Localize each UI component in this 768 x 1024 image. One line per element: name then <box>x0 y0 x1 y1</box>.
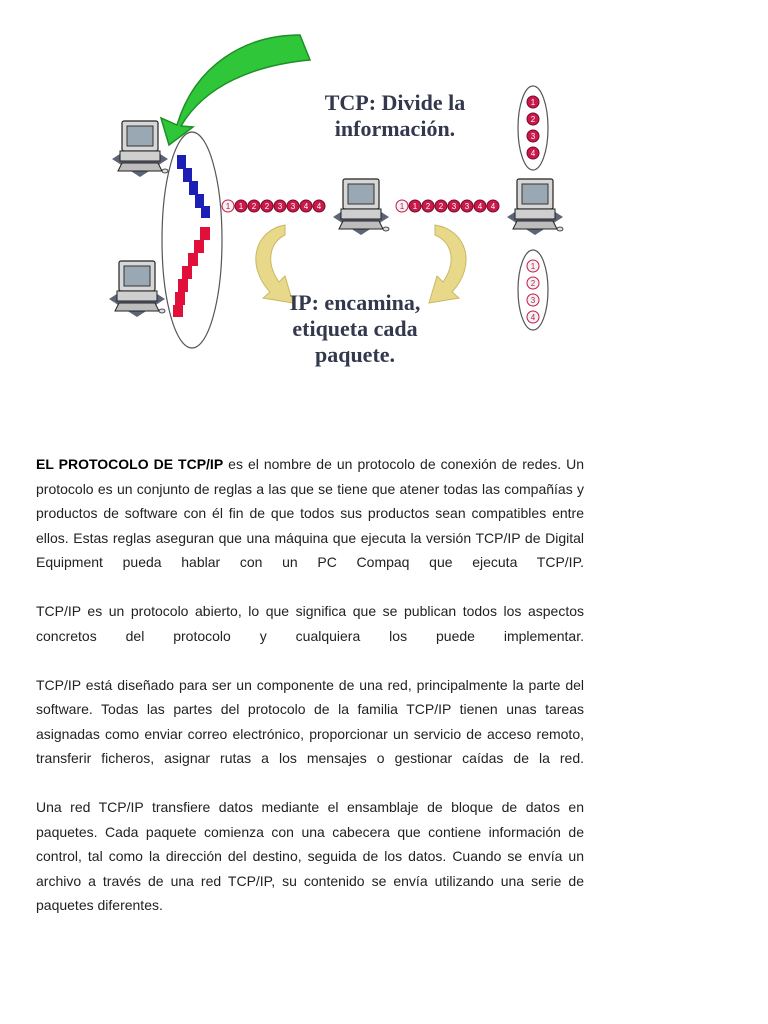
packet-marker <box>461 200 473 212</box>
article-body <box>36 452 584 942</box>
svg-text:2: 2 <box>530 115 536 124</box>
packet-marker <box>261 200 273 212</box>
lead-heading: EL PROTOCOLO DE TCP/IP <box>36 456 224 472</box>
computer-icon <box>112 121 168 177</box>
packet-marker <box>396 200 408 212</box>
paragraph-3: TCP/IP está diseñado para ser un componente de una red, principalmente la parte del software. Todas las partes del protocolo de la familia TCP/IP tienen unas tareas asignadas como enviar correo electrónico, proporcionar un servicio de acceso remoto, transferir ficheros, asignar rutas a los mensajes o gestionar caídas de la red. <box>36 676 584 766</box>
svg-text:3: 3 <box>290 202 296 211</box>
svg-text:1: 1 <box>530 262 536 271</box>
packet-marker <box>313 200 325 212</box>
svg-text:4: 4 <box>477 202 483 211</box>
svg-text:3: 3 <box>464 202 470 211</box>
svg-text:2: 2 <box>530 279 536 288</box>
tcp-caption: TCP: Divide la información. <box>324 90 466 141</box>
svg-text:4: 4 <box>303 202 309 211</box>
packet-marker <box>409 200 421 212</box>
packet-marker <box>274 200 286 212</box>
tcp-ip-diagram <box>95 30 595 430</box>
packet-marker <box>527 130 539 142</box>
packet-marker <box>300 200 312 212</box>
svg-text:3: 3 <box>530 132 536 141</box>
packet-marker <box>527 260 539 272</box>
packet-marker <box>448 200 460 212</box>
paragraph-2: TCP/IP es un protocolo abierto, lo que significa que se publican todos los aspectos concretos del protocolo y cualquiera los puede implementar. <box>36 603 584 644</box>
svg-text:2: 2 <box>438 202 444 211</box>
svg-text:3: 3 <box>451 202 457 211</box>
paragraph-1-text: es el nombre de un protocolo de conexión de redes. Un protocolo es un conjunto de reglas a las que se tiene que atener todas las compañías y productos de software con él fin de que todos sus productos sean compatibles entre ellos. Estas reglas aseguran que una máquina que ejecuta la versión TCP/IP de Digital Equipment pueda hablar con un PC Compaq que ejecuta TCP/IP. <box>36 456 585 570</box>
packet-marker <box>474 200 486 212</box>
svg-text:1: 1 <box>238 202 244 211</box>
svg-text:4: 4 <box>530 313 536 322</box>
paragraph-1 <box>36 452 584 575</box>
packet-marker <box>248 200 260 212</box>
packet-group-ellipse <box>162 132 222 348</box>
svg-text:4: 4 <box>490 202 496 211</box>
svg-text:3: 3 <box>530 296 536 305</box>
svg-text:4: 4 <box>316 202 322 211</box>
red-block-staircase <box>173 227 210 317</box>
svg-text:1: 1 <box>530 98 536 107</box>
computer-icon <box>507 179 563 235</box>
packet-marker <box>422 200 434 212</box>
packet-marker <box>527 96 539 108</box>
packet-marker <box>487 200 499 212</box>
packet-marker <box>527 277 539 289</box>
svg-text:1: 1 <box>225 202 231 211</box>
svg-text:2: 2 <box>264 202 270 211</box>
svg-text:1: 1 <box>412 202 418 211</box>
svg-text:2: 2 <box>425 202 431 211</box>
svg-text:4: 4 <box>530 149 536 158</box>
blue-block-staircase <box>177 155 210 218</box>
packet-marker <box>235 200 247 212</box>
paragraph-4: Una red TCP/IP transfiere datos mediante el ensamblaje de bloque de datos en paquetes. Cada paquete comienza con una cabecera que contiene información de control, tal como la dirección del destino, seguida de los datos. Cuando se envía un archivo a través de una red TCP/IP, su contenido se envía utilizando una serie de paquetes diferentes. <box>36 799 584 913</box>
packet-marker <box>527 294 539 306</box>
packet-marker <box>527 113 539 125</box>
svg-text:1: 1 <box>399 202 405 211</box>
packet-marker <box>287 200 299 212</box>
packet-marker <box>435 200 447 212</box>
packet-marker <box>222 200 234 212</box>
computer-icon <box>109 261 165 317</box>
svg-text:2: 2 <box>251 202 257 211</box>
computer-icon <box>333 179 389 235</box>
ip-caption: IP: encamina, etiqueta cada paquete. <box>289 290 421 367</box>
packet-marker <box>527 311 539 323</box>
packet-marker <box>527 147 539 159</box>
svg-text:3: 3 <box>277 202 283 211</box>
